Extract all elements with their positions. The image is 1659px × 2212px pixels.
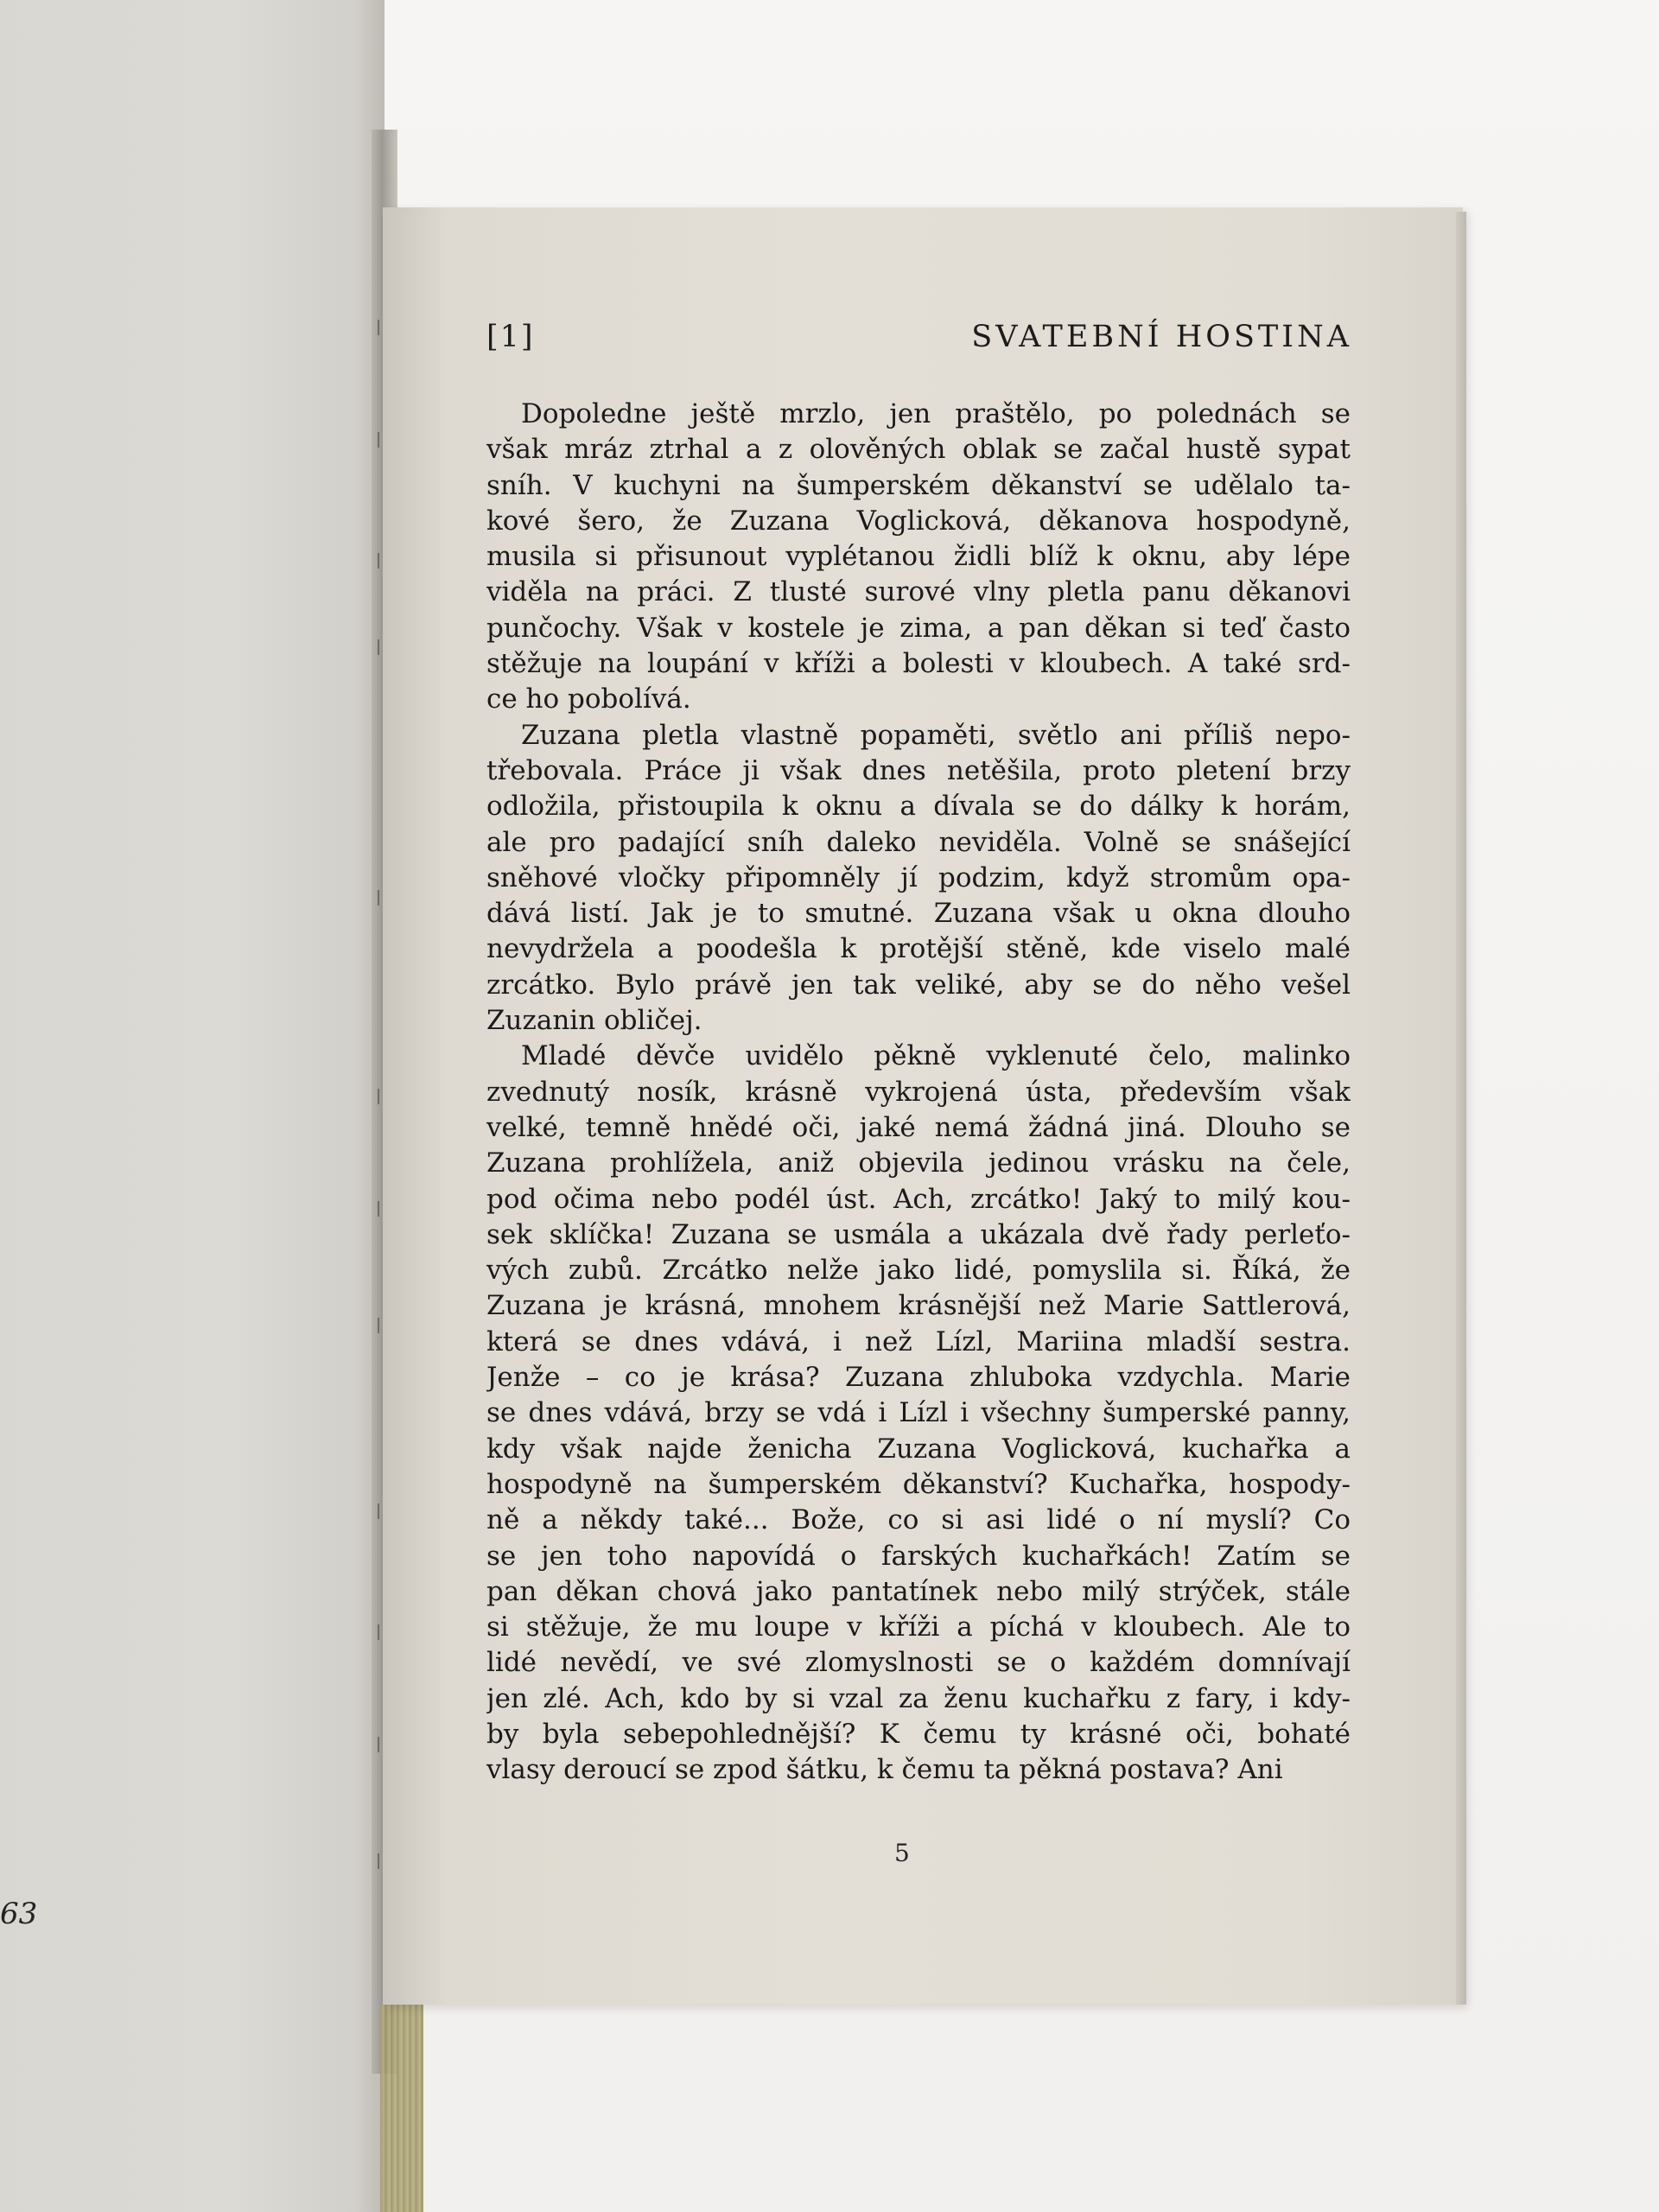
text-line: však mráz ztrhal a z olověných oblak se začal hustě sypat [486,434,1351,466]
bookmark-ribbon [380,2005,423,2212]
text-line: Jenže – co je krása? Zuzana zhluboka vzdychla. Marie [486,1362,1351,1394]
text-line: velké, temně hnědé oči, jaké nemá žádná jiná. Dlouho se [486,1111,1351,1143]
text-line: sek sklíčka! Zuzana se usmála a ukázala dvě řady perleťo- [486,1218,1351,1250]
text-line: Mladé děvče uvidělo pěkně vyklenuté čelo, malinko [521,1040,1351,1072]
text-line: zvednutý nosík, krásně vykrojená ústa, především však [486,1076,1351,1108]
chapter-title: SVATEBNÍ HOSTINA [971,320,1352,354]
text-line: ně a někdy také... Bože, co si asi lidé o ní myslí? Co [486,1504,1351,1536]
text-line: pod očima nebo podél úst. Ach, zrcátko! Jaký to milý kou- [486,1183,1351,1215]
text-line: Dopoledne ještě mrzlo, jen praštělo, po polednách se [521,398,1351,429]
text-line: Zuzanin obličej. [486,1005,702,1037]
chapter-number: [1] [486,320,535,354]
text-line: odložila, přistoupila k oknu a dívala se do dálky k horám, [486,791,1351,823]
text-line: ale pro padající sníh daleko neviděla. Volně se snášející [486,826,1351,858]
running-head [486,320,1352,363]
text-line: by byla sebepohlednější? K čemu ty krásné oči, bohaté [486,1718,1351,1750]
page-number: 5 [894,1839,910,1867]
text-line: sněhové vločky připomněly jí podzim, když stromům opa- [486,861,1351,893]
text-line: stěžuje na loupání v kříži a bolesti v kloubech. A také srd- [486,648,1351,680]
text-line: lidé nevědí, ve své zlomyslnosti se o každém domnívají [486,1647,1351,1679]
page-edge [1456,212,1466,2005]
text-line: která se dnes vdává, i než Lízl, Mariina mladší sestra. [486,1325,1351,1357]
text-line: vlasy deroucí se zpod šátku, k čemu ta pěkná postava? Ani [486,1754,1283,1786]
text-line: nevydržela a poodešla k protější stěně, kde viselo malé [486,933,1351,965]
text-line: jen zlé. Ach, kdo by si vzal za ženu kuchařku z fary, i kdy- [486,1682,1351,1714]
text-line: se dnes vdává, brzy se vdá i Lízl i všechny šumperské panny, [486,1397,1351,1429]
left-page [0,0,385,2212]
text-line: dává listí. Jak je to smutné. Zuzana však u okna dlouho [486,898,1351,930]
paragraph [486,397,1351,718]
text-line: vých zubů. Zrcátko nelže jako lidé, pomyslila si. Říká, že [486,1255,1351,1287]
body-text [486,397,1351,1789]
left-page-mark: 63 [0,1897,38,1931]
text-line: kdy však najde ženicha Zuzana Voglicková, kuchařka a [486,1433,1351,1465]
text-line: hospodyně na šumperském děkanství? Kuchařka, hospody- [486,1468,1351,1500]
text-line: Zuzana je krásná, mnohem krásnější než Marie Sattlerová, [486,1290,1351,1322]
text-line: musila si přisunout vyplétanou židli blíž k oknu, aby lépe [486,541,1351,573]
paragraph [486,1039,1351,1788]
text-line: zrcátko. Bylo právě jen tak veliké, aby se do něho vešel [486,969,1351,1001]
paragraph [486,718,1351,1039]
text-line: punčochy. Však v kostele je zima, a pan děkan si teď často [486,612,1351,644]
text-line: pan děkan chová jako pantatínek nebo milý strýček, stále [486,1575,1351,1607]
text-line: se jen toho napovídá o farských kuchařkách! Zatím se [486,1540,1351,1572]
text-line: sníh. V kuchyni na šumperském děkanství se udělalo ta- [486,469,1351,501]
text-line: kové šero, že Zuzana Voglicková, děkanova hospodyně, [486,505,1351,537]
text-line: Zuzana prohlížela, aniž objevila jedinou vrásku na čele, [486,1147,1351,1179]
text-line: ce ho pobolívá. [486,683,691,715]
text-line: viděla na práci. Z tlusté surové vlny pletla panu děkanovi [486,576,1351,608]
text-line: Zuzana pletla vlastně popaměti, světlo ani příliš nepo- [521,719,1351,751]
text-line: si stěžuje, že mu loupe v kříži a píchá v kloubech. Ale to [486,1611,1351,1643]
text-line: třebovala. Práce ji však dnes netěšila, proto pletení brzy [486,754,1351,786]
